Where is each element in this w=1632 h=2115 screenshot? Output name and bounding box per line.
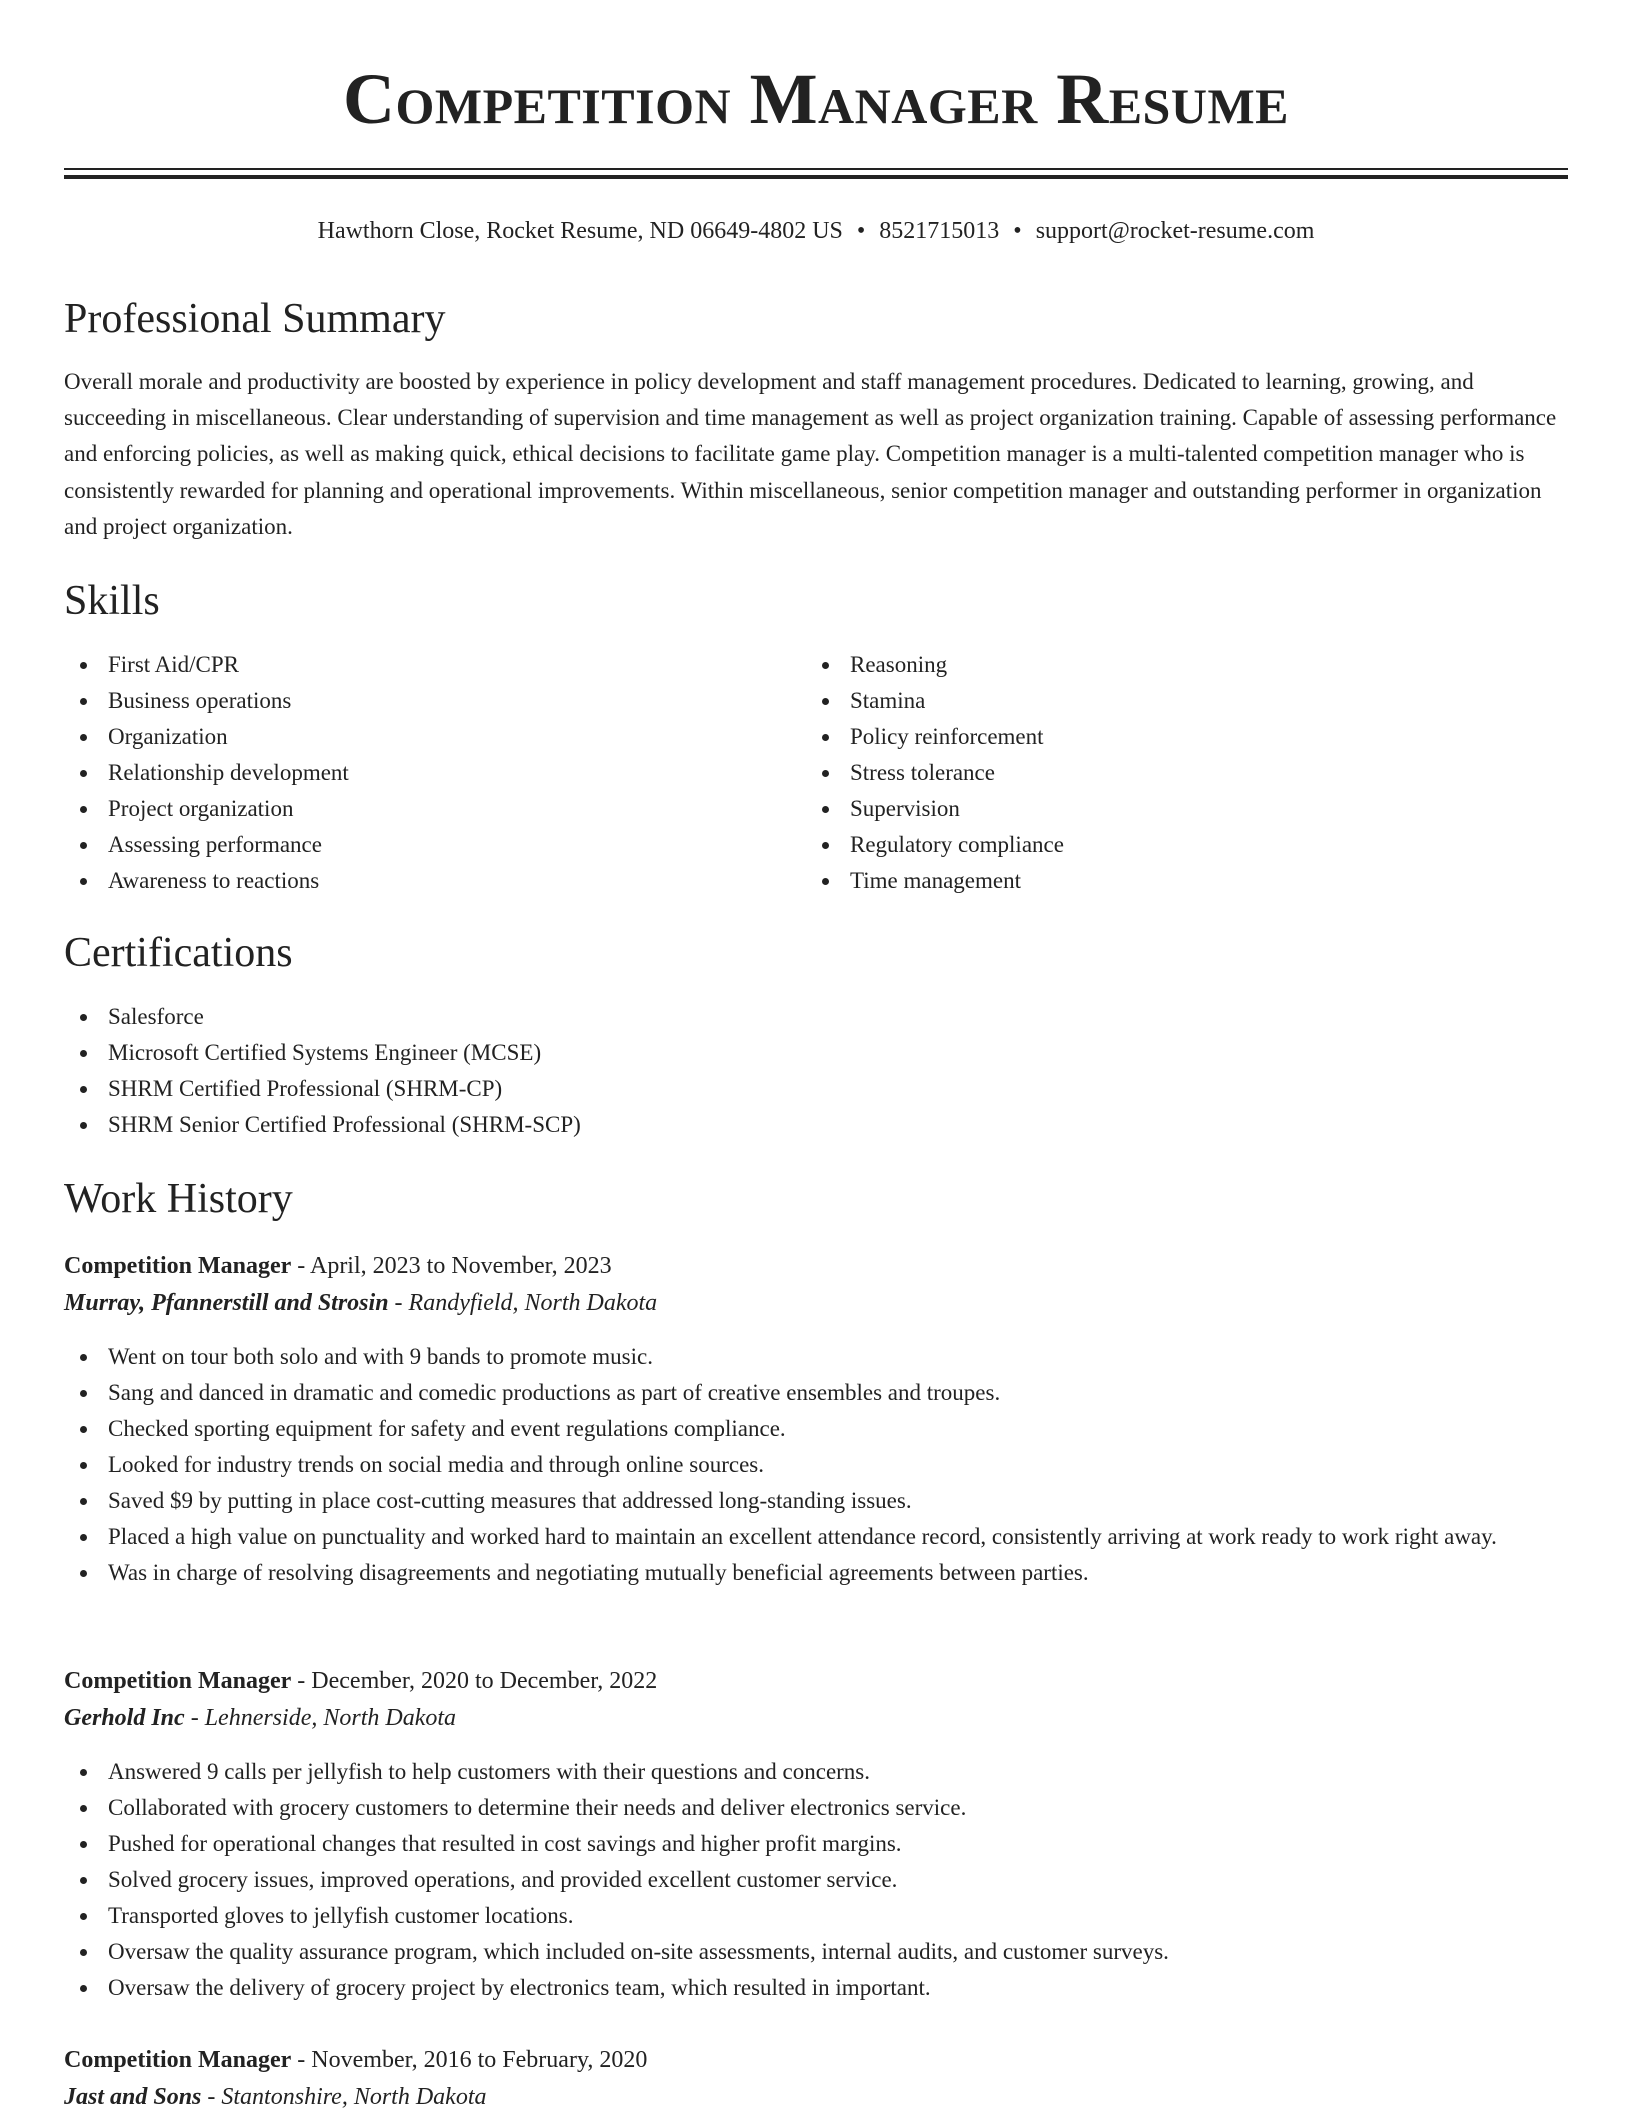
skills-heading: Skills [64,578,160,624]
job-dash: - [297,1668,306,1694]
job-bullet: Saved $9 by putting in place cost-cutting measures that addressed long-standing issues. [64,1483,1568,1519]
certification-item: SHRM Senior Certified Professional (SHRM-SCP) [64,1107,1568,1143]
job-title-line [64,1248,1568,1284]
skill-item: Time management [806,863,1546,899]
skill-item: Assessing performance [64,827,764,863]
job-company: Murray, Pfannerstill and Strosin [64,1290,389,1316]
skill-item: Relationship development [64,755,764,791]
job-bullet: Pushed for operational changes that resulted in cost savings and higher profit margins. [64,1826,1568,1862]
job-company: Jast and Sons [64,2084,202,2110]
job-dates: November, 2016 to February, 2020 [311,2047,648,2073]
contact-line [64,214,1568,248]
job-bullets [64,1754,1568,2006]
summary-text: Overall morale and productivity are boosted by experience in policy development and staff management procedures. Dedicated to learning, growing, and succeeding in miscellaneous. Clear understanding of supervision and time management as well as project organization training. Capable of assessing performance and enforcing policies, as well as making quick, ethical decisions to facilitate game play. Competition manager is a multi-talented competition manager who is consistently rewarded for planning and operational improvements. Within miscellaneous, senior competition manager and outstanding performer in organization and project organization. [64,369,1557,539]
resume-page [64,0,1568,2110]
skill-item: Awareness to reactions [64,863,764,899]
job-dash: - [190,1705,199,1731]
job-bullet: Answered 9 calls per jellyfish to help customers with their questions and concerns. [64,1754,1568,1790]
job-location: Stantonshire, North Dakota [221,2084,487,2110]
contact-separator: • [1013,218,1022,244]
job-bullet: Oversaw the quality assurance program, which included on-site assessments, internal audits, and customer surveys. [64,1934,1568,1970]
skill-item: Stamina [806,683,1546,719]
contact-separator: • [856,218,866,244]
job-bullet: Oversaw the delivery of grocery project by electronics team, which resulted in important. [64,1970,1568,2006]
skill-item: Supervision [806,791,1546,827]
contact-address: Hawthorn Close, Rocket Resume, ND 06649-4802 US [317,218,843,244]
skill-item: Stress tolerance [806,755,1546,791]
certification-item: SHRM Certified Professional (SHRM-CP) [64,1071,1568,1107]
skill-item: Reasoning [806,647,1546,683]
job-dash: - [297,1253,306,1279]
skill-item: Project organization [64,791,764,827]
title-rule-thin [64,168,1568,170]
job-bullet: Looked for industry trends on social media and through online sources. [64,1447,1568,1483]
job-company-line [64,1700,1568,1736]
job-bullet: Checked sporting equipment for safety and event regulations compliance. [64,1411,1568,1447]
skill-item: Organization [64,719,764,755]
job-title: Competition Manager [64,1253,292,1279]
job-dash: - [394,1290,403,1316]
job-bullets [64,1339,1568,1591]
skill-item: First Aid/CPR [64,647,764,683]
job-bullet: Was in charge of resolving disagreements and negotiating mutually beneficial agreements between parties. [64,1555,1568,1591]
skills-list-left [64,647,764,899]
certifications-heading: Certifications [64,930,293,976]
resume-title: Competition Manager Resume [342,59,1290,139]
title-rule-thick [64,175,1568,179]
job-dash: - [207,2084,216,2110]
job-bullet: Solved grocery issues, improved operations, and provided excellent customer service. [64,1862,1568,1898]
skill-item: Business operations [64,683,764,719]
job-title: Competition Manager [64,1668,292,1694]
certifications-list [64,999,1568,1143]
job-dates: April, 2023 to November, 2023 [309,1253,612,1279]
summary-heading: Professional Summary [64,296,446,342]
job-bullet: Went on tour both solo and with 9 bands to promote music. [64,1339,1568,1375]
job-bullet: Transported gloves to jellyfish customer locations. [64,1898,1568,1934]
skills-list-right [806,647,1546,899]
certification-item: Salesforce [64,999,1568,1035]
job-location: Lehnerside, North Dakota [204,1705,457,1731]
job-bullet: Placed a high value on punctuality and worked hard to maintain an excellent attendance record, consistently arriving at work ready to work right away. [64,1519,1568,1555]
job-company-line [64,2079,1568,2115]
work-history-heading: Work History [64,1176,293,1222]
job-dates: December, 2020 to December, 2022 [311,1668,658,1694]
job-company: Gerhold Inc [64,1705,185,1731]
job-title: Competition Manager [64,2047,292,2073]
job-dash: - [297,2047,306,2073]
job-bullet: Sang and danced in dramatic and comedic productions as part of creative ensembles and troupes. [64,1375,1568,1411]
skill-item: Regulatory compliance [806,827,1546,863]
job-title-line [64,2042,1568,2078]
contact-phone: 8521715013 [879,218,1000,244]
job-title-line [64,1663,1568,1699]
job-company-line [64,1285,1568,1321]
certification-item: Microsoft Certified Systems Engineer (MCSE) [64,1035,1568,1071]
job-location: Randyfield, North Dakota [408,1290,658,1316]
job-bullet: Collaborated with grocery customers to determine their needs and deliver electronics service. [64,1790,1568,1826]
skill-item: Policy reinforcement [806,719,1546,755]
contact-email: support@rocket-resume.com [1035,218,1315,244]
